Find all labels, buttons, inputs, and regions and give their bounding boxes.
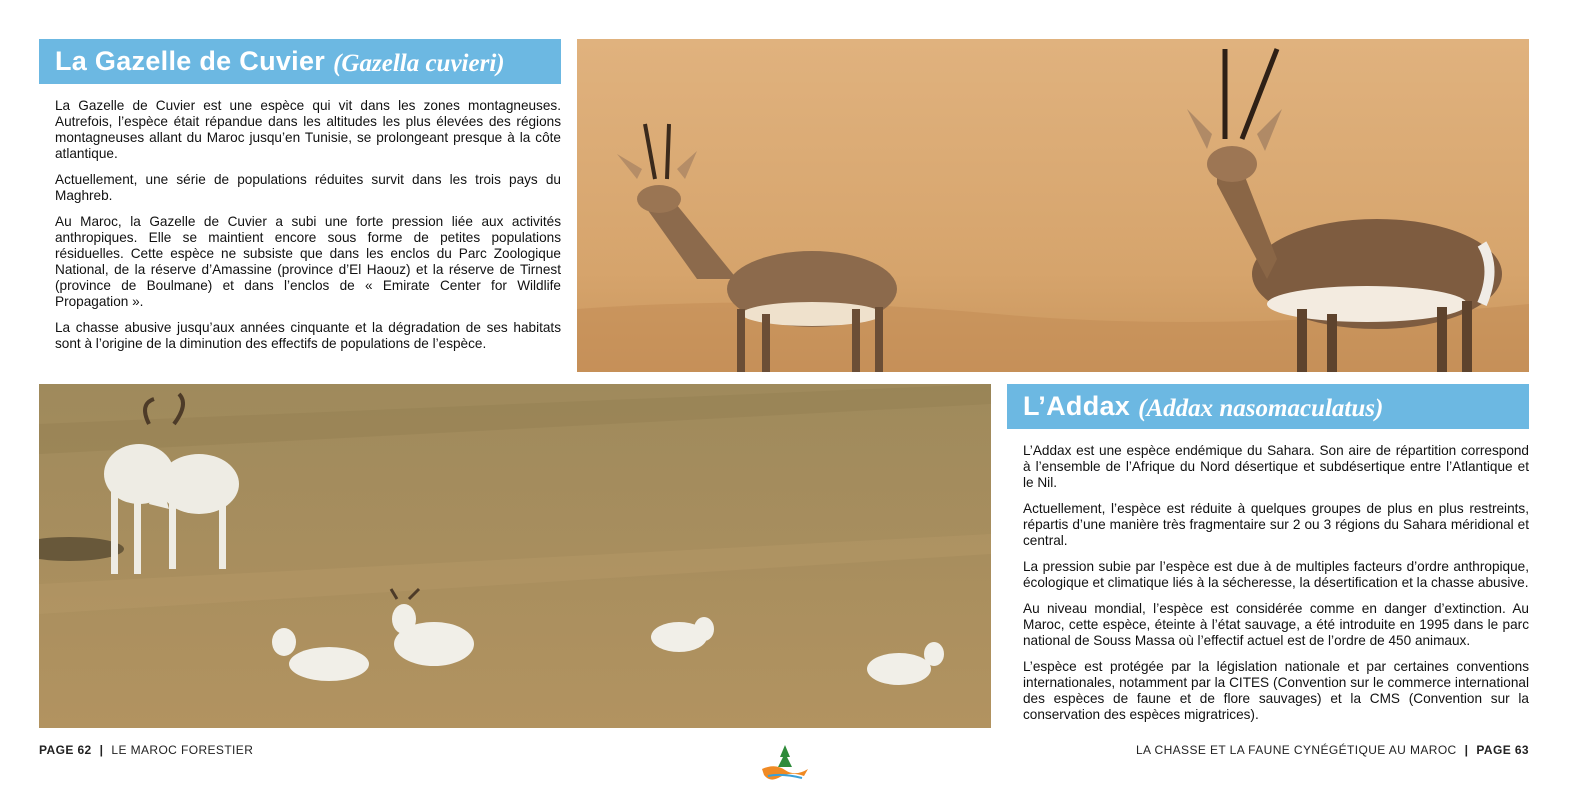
addax-photo [39, 384, 991, 728]
footer-left [39, 743, 253, 757]
publisher-logo [760, 743, 810, 781]
addax-paragraph: L’Addax est une espèce endémique du Sahara. Son aire de répartition correspond à l’ensemble de l’Afrique du Nord désertique et subdésertique entre l’Atlantique et le Nil. [1023, 443, 1529, 490]
footer-separator: | [99, 743, 104, 757]
addax-paragraph: Au niveau mondial, l’espèce est considérée comme en danger d’extinction. Au Maroc, cette espèce, éteinte à l’état sauvage, a été introduite en 1995 dans le parc national de Souss Massa où l’effectif actuel est de l’ordre de 450 animaux. [1023, 601, 1529, 648]
left-page-number: PAGE 62 [39, 743, 92, 757]
addax-paragraph: Actuellement, l’espèce est réduite à quelques groupes de plus en plus restreints, répartis d’une manière très fragmentaire sur 2 ou 3 régions du Sahara méridional et central. [1023, 501, 1529, 548]
gazelle-text [55, 98, 561, 362]
gazelle-paragraph: Au Maroc, la Gazelle de Cuvier a subi une forte pression liée aux activités anthropiques. Elle se maintient encore sous forme de petites populations résiduelles. Cette espèce ne subsiste que dans les enclos du Parc Zoologique National, de la réserve d’Amassine (province d’El Haouz) et la réserve de Tirnest (province de Boulmane) et dans l’enclos de « Emirate Center for Wildlife Propagation ». [55, 214, 561, 309]
right-running-title: LA CHASSE ET LA FAUNE CYNÉGÉTIQUE AU MAROC [1135, 743, 1457, 757]
addax-title-bar [1007, 384, 1529, 429]
gazelle-title-latin: (Gazella cuvieri) [333, 49, 505, 77]
logo-tree-icon [778, 745, 792, 767]
left-running-title: LE MAROC FORESTIER [111, 743, 254, 757]
addax-paragraph: L’espèce est protégée par la législation nationale et par certaines conventions internationales, notamment par la CITES (Convention sur le commerce international des espèces de faune et de flore sauvages) et la CMS (Convention sur la conservation des espèces migratrices). [1023, 659, 1529, 722]
gazelle-paragraph: Actuellement, une série de populations réduites survit dans les trois pays du Maghreb. [55, 172, 561, 203]
addax-text [1023, 443, 1529, 733]
gazelle-title-common: La Gazelle de Cuvier [55, 46, 326, 76]
addax-paragraph: La pression subie par l’espèce est due à de multiples facteurs d’ordre anthropique, écologique et climatique liés à la sécheresse, la désertification et la chasse abusive. [1023, 559, 1529, 590]
right-page-number: PAGE 63 [1476, 743, 1529, 757]
footer-right [1136, 743, 1529, 757]
addax-title-common: L’Addax [1023, 391, 1131, 421]
gazelle-paragraph: La chasse abusive jusqu’aux années cinquante et la dégradation de ses habitats sont à l’origine de la diminution des effectifs de populations de l’espèce. [55, 320, 561, 351]
footer-separator: | [1464, 743, 1469, 757]
addax-title-latin: (Addax nasomaculatus) [1138, 394, 1384, 422]
gazelle-photo [577, 39, 1529, 372]
gazelle-title-bar [39, 39, 561, 84]
gazelle-paragraph: La Gazelle de Cuvier est une espèce qui vit dans les zones montagneuses. Autrefois, l’espèce était répandue dans les altitudes les plus élevées des régions montagneuses allant du Maroc jusqu’en Tunisie, se prolongeant presque à la côte atlantique. [55, 98, 561, 161]
